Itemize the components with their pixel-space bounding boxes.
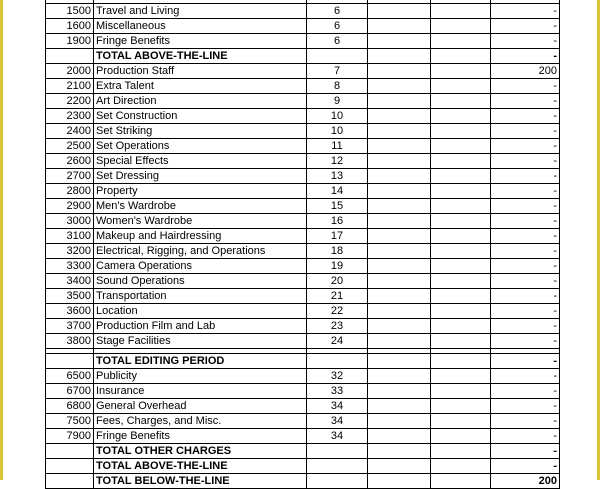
table-row: [46, 289, 560, 304]
amount-cell: -: [491, 274, 560, 289]
empty-cell: [368, 214, 431, 229]
amount-cell: -: [491, 459, 560, 474]
description-cell: Transportation: [94, 289, 307, 304]
amount-cell: -: [491, 334, 560, 349]
empty-cell: [431, 274, 491, 289]
sheet-number-cell: 7: [307, 64, 368, 79]
table-row: [46, 384, 560, 399]
empty-cell: [431, 229, 491, 244]
amount-cell: -: [491, 304, 560, 319]
amount-cell: -: [491, 384, 560, 399]
description-cell: TOTAL BELOW-THE-LINE: [94, 474, 307, 489]
account-code-cell: 2800: [46, 184, 94, 199]
sheet-number-cell: 17: [307, 229, 368, 244]
empty-cell: [431, 109, 491, 124]
sheet-number-cell: 21: [307, 289, 368, 304]
account-code-cell: 3700: [46, 319, 94, 334]
description-cell: TOTAL OTHER CHARGES: [94, 444, 307, 459]
empty-cell: [431, 49, 491, 64]
description-cell: TOTAL EDITING PERIOD: [94, 354, 307, 369]
amount-cell: -: [491, 184, 560, 199]
description-cell: TOTAL ABOVE-THE-LINE: [94, 49, 307, 64]
account-code-cell: [46, 444, 94, 459]
empty-cell: [368, 34, 431, 49]
empty-cell: [431, 354, 491, 369]
amount-cell: -: [491, 199, 560, 214]
sheet-number-cell: 16: [307, 214, 368, 229]
amount-cell: -: [491, 109, 560, 124]
table-row: [46, 154, 560, 169]
account-code-cell: 7500: [46, 414, 94, 429]
account-code-cell: 1900: [46, 34, 94, 49]
account-code-cell: 3400: [46, 274, 94, 289]
sheet-number-cell: 8: [307, 79, 368, 94]
table-row: [46, 34, 560, 49]
description-cell: Women's Wardrobe: [94, 214, 307, 229]
empty-cell: [431, 34, 491, 49]
empty-cell: [368, 384, 431, 399]
empty-cell: [431, 319, 491, 334]
table-row: [46, 109, 560, 124]
empty-cell: [368, 4, 431, 19]
account-code-cell: 3200: [46, 244, 94, 259]
table-row: [46, 94, 560, 109]
sheet-number-cell: 32: [307, 369, 368, 384]
total-row: [46, 474, 560, 489]
empty-cell: [431, 184, 491, 199]
description-cell: Sound Operations: [94, 274, 307, 289]
empty-cell: [368, 244, 431, 259]
description-cell: Fees, Charges, and Misc.: [94, 414, 307, 429]
account-code-cell: 3600: [46, 304, 94, 319]
empty-cell: [431, 79, 491, 94]
account-code-cell: 6800: [46, 399, 94, 414]
empty-cell: [368, 274, 431, 289]
amount-cell: -: [491, 214, 560, 229]
sheet-number-cell: 18: [307, 244, 368, 259]
amount-cell: -: [491, 429, 560, 444]
table-row: [46, 429, 560, 444]
empty-cell: [368, 169, 431, 184]
empty-cell: [368, 139, 431, 154]
description-cell: Stage Facilities: [94, 334, 307, 349]
account-code-cell: 2400: [46, 124, 94, 139]
sheet-number-cell: [307, 474, 368, 489]
account-code-cell: 2100: [46, 79, 94, 94]
sheet-number-cell: [307, 459, 368, 474]
total-row: [46, 354, 560, 369]
empty-cell: [368, 289, 431, 304]
sheet-number-cell: 9: [307, 94, 368, 109]
sheet-number-cell: 6: [307, 4, 368, 19]
empty-cell: [368, 64, 431, 79]
account-code-cell: 2600: [46, 154, 94, 169]
table-row: [46, 369, 560, 384]
sheet-number-cell: 15: [307, 199, 368, 214]
table-row: [46, 244, 560, 259]
empty-cell: [368, 259, 431, 274]
account-code-cell: 3800: [46, 334, 94, 349]
account-code-cell: 2000: [46, 64, 94, 79]
table-row: [46, 124, 560, 139]
table-row: [46, 229, 560, 244]
empty-cell: [431, 304, 491, 319]
table-row: [46, 304, 560, 319]
table-row: [46, 199, 560, 214]
empty-cell: [431, 414, 491, 429]
amount-cell: -: [491, 354, 560, 369]
amount-cell: -: [491, 154, 560, 169]
sheet-number-cell: 33: [307, 384, 368, 399]
empty-cell: [368, 199, 431, 214]
empty-cell: [431, 399, 491, 414]
account-code-cell: 1600: [46, 19, 94, 34]
account-code-cell: 2200: [46, 94, 94, 109]
amount-cell: -: [491, 34, 560, 49]
total-row: [46, 459, 560, 474]
sheet-number-cell: [307, 444, 368, 459]
empty-cell: [431, 459, 491, 474]
empty-cell: [431, 384, 491, 399]
empty-cell: [368, 429, 431, 444]
empty-cell: [368, 319, 431, 334]
amount-cell: -: [491, 139, 560, 154]
table-row: [46, 4, 560, 19]
sheet-number-cell: 23: [307, 319, 368, 334]
account-code-cell: 3300: [46, 259, 94, 274]
sheet-number-cell: 34: [307, 429, 368, 444]
sheet-number-cell: 20: [307, 274, 368, 289]
amount-cell: 200: [491, 474, 560, 489]
description-cell: Miscellaneous: [94, 19, 307, 34]
amount-cell: -: [491, 169, 560, 184]
empty-cell: [368, 49, 431, 64]
amount-cell: 200: [491, 64, 560, 79]
description-cell: Insurance: [94, 384, 307, 399]
table-row: [46, 399, 560, 414]
description-cell: Set Construction: [94, 109, 307, 124]
sheet-number-cell: 14: [307, 184, 368, 199]
empty-cell: [368, 369, 431, 384]
empty-cell: [431, 94, 491, 109]
empty-cell: [431, 214, 491, 229]
budget-table: [45, 0, 560, 489]
sheet-number-cell: [307, 354, 368, 369]
table-row: [46, 139, 560, 154]
amount-cell: -: [491, 229, 560, 244]
account-code-cell: 2300: [46, 109, 94, 124]
table-row: [46, 334, 560, 349]
description-cell: Fringe Benefits: [94, 34, 307, 49]
sheet-number-cell: 34: [307, 399, 368, 414]
sheet-number-cell: 11: [307, 139, 368, 154]
empty-cell: [368, 354, 431, 369]
empty-cell: [368, 444, 431, 459]
description-cell: Makeup and Hairdressing: [94, 229, 307, 244]
total-row: [46, 49, 560, 64]
description-cell: Extra Talent: [94, 79, 307, 94]
description-cell: Art Direction: [94, 94, 307, 109]
table-row: [46, 259, 560, 274]
empty-cell: [368, 304, 431, 319]
description-cell: TOTAL ABOVE-THE-LINE: [94, 459, 307, 474]
amount-cell: -: [491, 259, 560, 274]
amount-cell: -: [491, 399, 560, 414]
empty-cell: [431, 4, 491, 19]
sheet-number-cell: 6: [307, 19, 368, 34]
budget-table-body: [46, 0, 560, 489]
account-code-cell: 3000: [46, 214, 94, 229]
amount-cell: -: [491, 124, 560, 139]
description-cell: Special Effects: [94, 154, 307, 169]
empty-cell: [431, 474, 491, 489]
empty-cell: [431, 244, 491, 259]
empty-cell: [431, 169, 491, 184]
empty-cell: [368, 109, 431, 124]
empty-cell: [368, 19, 431, 34]
empty-cell: [368, 229, 431, 244]
description-cell: Publicity: [94, 369, 307, 384]
empty-cell: [431, 334, 491, 349]
amount-cell: -: [491, 4, 560, 19]
empty-cell: [368, 79, 431, 94]
description-cell: Electrical, Rigging, and Operations: [94, 244, 307, 259]
description-cell: Set Striking: [94, 124, 307, 139]
account-code-cell: 3100: [46, 229, 94, 244]
sheet-number-cell: 13: [307, 169, 368, 184]
table-row: [46, 169, 560, 184]
amount-cell: -: [491, 444, 560, 459]
table-row: [46, 19, 560, 34]
table-row: [46, 274, 560, 289]
description-cell: Men's Wardrobe: [94, 199, 307, 214]
empty-cell: [368, 414, 431, 429]
sheet-number-cell: 22: [307, 304, 368, 319]
amount-cell: -: [491, 289, 560, 304]
empty-cell: [431, 19, 491, 34]
empty-cell: [368, 459, 431, 474]
account-code-cell: [46, 474, 94, 489]
empty-cell: [368, 124, 431, 139]
account-code-cell: [46, 459, 94, 474]
table-row: [46, 414, 560, 429]
empty-cell: [368, 399, 431, 414]
sheet-number-cell: 19: [307, 259, 368, 274]
account-code-cell: 7900: [46, 429, 94, 444]
sheet-number-cell: 12: [307, 154, 368, 169]
empty-cell: [368, 154, 431, 169]
sheet-number-cell: 10: [307, 109, 368, 124]
amount-cell: -: [491, 94, 560, 109]
empty-cell: [368, 334, 431, 349]
empty-cell: [368, 474, 431, 489]
description-cell: Travel and Living: [94, 4, 307, 19]
empty-cell: [431, 259, 491, 274]
sheet-number-cell: 10: [307, 124, 368, 139]
amount-cell: -: [491, 49, 560, 64]
account-code-cell: [46, 354, 94, 369]
total-row: [46, 444, 560, 459]
account-code-cell: [46, 49, 94, 64]
description-cell: Set Operations: [94, 139, 307, 154]
empty-cell: [368, 184, 431, 199]
amount-cell: -: [491, 79, 560, 94]
empty-cell: [431, 289, 491, 304]
description-cell: Fringe Benefits: [94, 429, 307, 444]
empty-cell: [431, 429, 491, 444]
empty-cell: [431, 369, 491, 384]
account-code-cell: 6500: [46, 369, 94, 384]
table-row: [46, 214, 560, 229]
empty-cell: [431, 124, 491, 139]
empty-cell: [368, 94, 431, 109]
description-cell: Property: [94, 184, 307, 199]
amount-cell: -: [491, 414, 560, 429]
description-cell: General Overhead: [94, 399, 307, 414]
table-row: [46, 64, 560, 79]
empty-cell: [431, 139, 491, 154]
amount-cell: -: [491, 369, 560, 384]
sheet-number-cell: 34: [307, 414, 368, 429]
account-code-cell: 1500: [46, 4, 94, 19]
empty-cell: [431, 199, 491, 214]
empty-cell: [431, 64, 491, 79]
account-code-cell: 2900: [46, 199, 94, 214]
description-cell: Production Staff: [94, 64, 307, 79]
account-code-cell: 6700: [46, 384, 94, 399]
description-cell: Production Film and Lab: [94, 319, 307, 334]
sheet-number-cell: 24: [307, 334, 368, 349]
amount-cell: -: [491, 319, 560, 334]
sheet-number-cell: [307, 49, 368, 64]
table-row: [46, 184, 560, 199]
amount-cell: -: [491, 244, 560, 259]
empty-cell: [431, 154, 491, 169]
account-code-cell: 2700: [46, 169, 94, 184]
empty-cell: [431, 444, 491, 459]
sheet-number-cell: 6: [307, 34, 368, 49]
account-code-cell: 2500: [46, 139, 94, 154]
description-cell: Camera Operations: [94, 259, 307, 274]
table-row: [46, 79, 560, 94]
table-row: [46, 319, 560, 334]
amount-cell: -: [491, 19, 560, 34]
description-cell: Set Dressing: [94, 169, 307, 184]
description-cell: Location: [94, 304, 307, 319]
account-code-cell: 3500: [46, 289, 94, 304]
